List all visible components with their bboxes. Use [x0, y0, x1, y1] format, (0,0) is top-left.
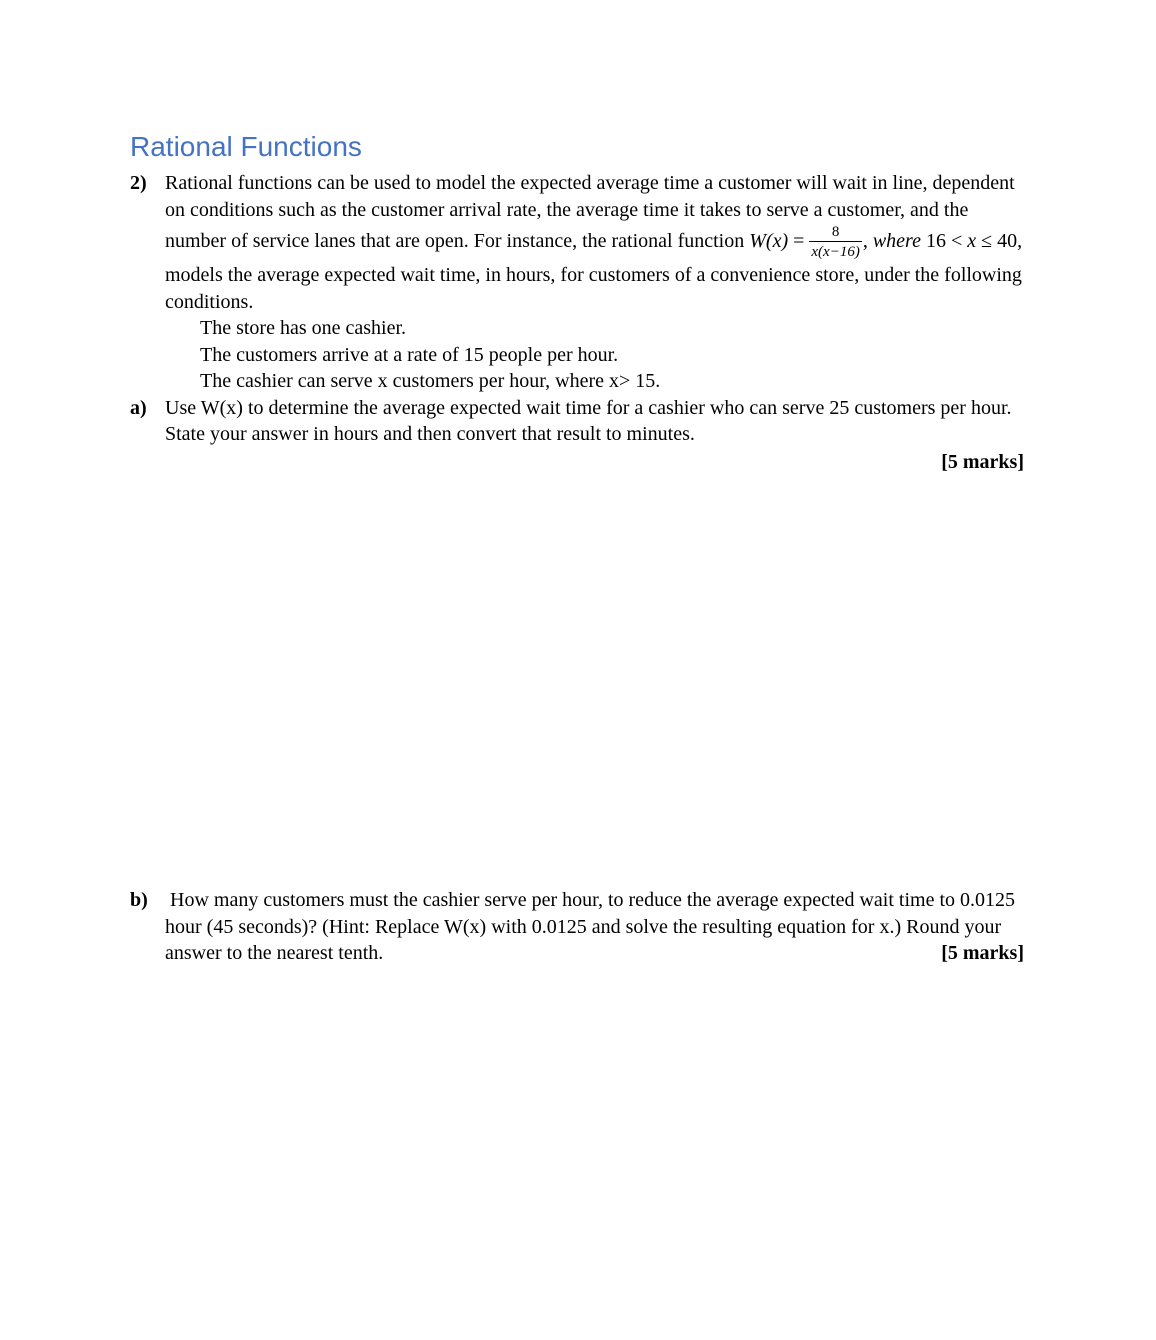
- constraint-pre: 16 <: [925, 230, 968, 253]
- condition-item-1: The store has one cashier.: [200, 317, 407, 339]
- fraction-comma: ,: [862, 230, 873, 253]
- part-b: [130, 887, 1024, 967]
- page-title: Rational Functions: [130, 131, 362, 162]
- part-b-body: [165, 887, 1024, 967]
- outro-text: , models the average expected wait time, in hours, for customers of a convenience store, under the following conditions.: [165, 230, 1023, 313]
- part-a: [130, 395, 1024, 476]
- condition-item-2: The customers arrive at a rate of 15 people per hour.: [200, 343, 619, 366]
- w-function: W(x): [749, 230, 789, 253]
- fraction-numerator: 8: [831, 224, 840, 240]
- constraint-post: ≤ 40: [976, 230, 1018, 253]
- answer-work-space: [130, 475, 1024, 887]
- part-a-text: Use W(x) to determine the average expected wait time for a cashier who can serve 25 customers per hour. State your answer in hours and then convert that result to minutes.: [165, 396, 1012, 445]
- part-a-marks: [5 marks]: [941, 450, 1024, 473]
- equals-sign: =: [788, 230, 805, 253]
- part-a-body: [165, 395, 1024, 476]
- question-2-body: [165, 170, 1024, 395]
- where-word: where: [872, 230, 921, 253]
- question-2-intro: [165, 170, 1024, 315]
- part-b-text: How many customers must the cashier serve per hour, to reduce the average expected wait time to 0.0125 hour (45 seconds)? (Hint: Replace W(x) with 0.0125 and solve the resulting equation for x.) Round your answer to the nearest tenth.: [165, 889, 1016, 964]
- fraction-denominator: x(x−16): [809, 241, 861, 262]
- intro-text: Rational functions can be used to model the expected average time a customer will wait in line, dependent on conditions such as the customer arrival rate, the average time it takes to serve a customer, and the number of service lanes that are open. For instance, the rational function: [165, 172, 1015, 253]
- constraint-variable: x: [967, 230, 977, 253]
- question-2-marker: 2): [130, 172, 147, 194]
- question-2: [130, 170, 1024, 395]
- part-b-paragraph: [165, 887, 1024, 967]
- part-b-marks: [5 marks]: [941, 942, 1024, 964]
- part-a-marker: a): [130, 396, 147, 419]
- part-b-marker: b): [130, 889, 148, 911]
- fraction: [809, 223, 861, 262]
- condition-item-3: The cashier can serve x customers per hour, where x> 15.: [200, 370, 661, 392]
- conditions-list: [165, 315, 1024, 395]
